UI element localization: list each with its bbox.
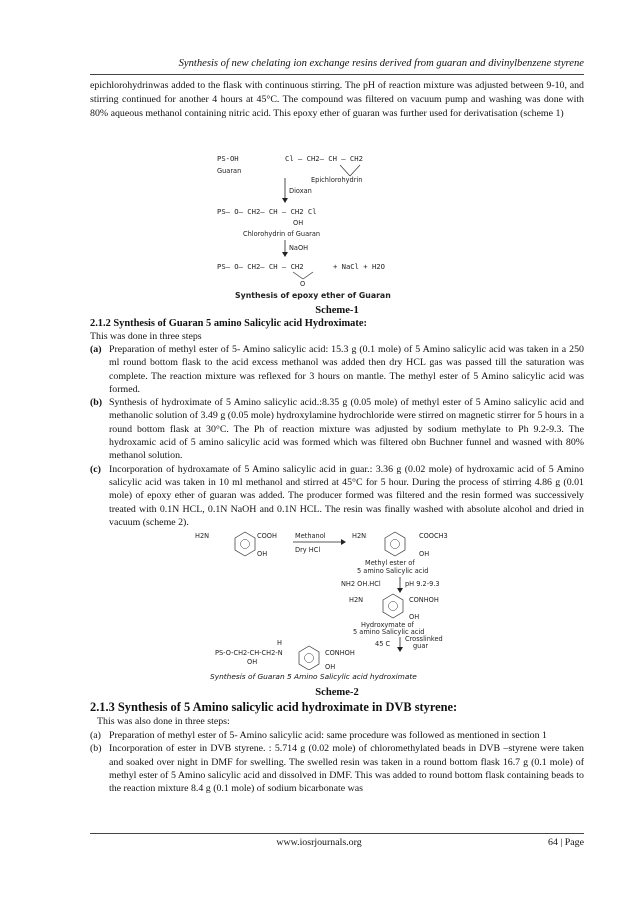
epoxy-ether-formula: PS— O— CH2— CH — CH2 (217, 262, 304, 271)
reagent-methanol: Methanol (295, 532, 326, 540)
benzene-ring-2 (385, 532, 405, 556)
list-item: (a) Preparation of methyl ester of 5- Amino salicylic acid: 15.3 g (0.1 mole) of 5 Amino salicylic acid was taken in a 250 ml round bottom flask to the acid excess methanol was added then dry HCL gas was passed till the saturation was complete. The reaction mixture was reflexed for 3 hours on mantle. The methyl ester of 5 Amino salicylic acid was formed. (90, 344, 584, 395)
reagent-ph: pH 9.2-9.3 (405, 580, 440, 588)
temperature-label: 45 C (375, 640, 391, 648)
scheme-2-figure (195, 528, 475, 670)
list-item: (c) Incorporation of hydroxamate of 5 Amino salicylic acid in guar.: 3.36 g (0.02 mole) of hydroxamic acid of 5 Amino salicylic acid was taken in 10 ml methanol and stirred at 45°C for 5 hour. During the process of stirring 4.86 g (0.01 mole) of epoxy ether of guaran was added. The producer formed was filtered and the resin formed was successively treated with 0.1N HCL, 0.1N NaOH and 0.1N HCL. The resin was finally washed with absolute alcohol and dried in vacuum (scheme 2). (90, 463, 584, 528)
reagent-dioxan: Dioxan (289, 187, 312, 195)
epoxy-oxygen: O (300, 280, 306, 288)
product-hydroxamate-label: CONHOH (325, 649, 355, 657)
scheme-2-title: Synthesis of Guaran 5 Amino Salicylic acid hydroximate (210, 672, 417, 681)
nh-hydrogen: H (277, 639, 282, 647)
page-number: 64 | Page (548, 837, 584, 848)
list-item: (b) Synthesis of hydroximate of 5 Amino salicylic acid.:8.35 g (0.05 mole) of methyl ester of 5 Amino salicylic acid and methanolic solution of 3.49 g (0.05 mole) hydroxylamine hydrochloride were stirred on magnetic stirrer for 5 hours in a round bottom flask at 30°C. The Ph of reaction mixture was adjusted by sodium methylate to Ph 9.2-9.3. The hydroxamic acid of 5 amino salicylic acid was formed which was filtered obn Buchner funnel and wasned with 80% methanol solution. (90, 397, 584, 462)
hydroxymate-name-line2: 5 amino Salicylic acid (353, 628, 425, 636)
benzene-ring-1 (235, 532, 255, 556)
guar-label: guar (413, 642, 429, 650)
amine-label: H2N (349, 596, 364, 604)
section-2-1-3-list (90, 729, 584, 795)
chlorohydrin-oh: OH (293, 219, 304, 227)
chlorohydrin-formula: PS— O— CH2— CH — CH2 Cl (217, 207, 317, 216)
scheme-1-title: Synthesis of epoxy ether of Guaran (235, 291, 391, 300)
reagent-hydroxylamine: NH2 OH.HCl (341, 580, 381, 588)
reagent-naoh: NaOH (289, 244, 309, 252)
header-rule (90, 74, 584, 75)
ester-name-line1: Methyl ester of (365, 559, 415, 567)
amine-label: H2N (352, 532, 367, 540)
running-header: Synthesis of new chelating ion exchange resins derived from guaran and divinylbenzene styrene (178, 58, 584, 69)
footer-rule (90, 833, 584, 834)
crosslinked-label: Crosslinked (405, 635, 443, 643)
product-oh-label: OH (247, 658, 258, 666)
hydroxyl-label: OH (419, 550, 430, 558)
guaran-label: Guaran (217, 167, 242, 175)
chlorohydrin-label: Chlorohydrin of Guaran (243, 230, 321, 238)
product-chain-label: PS-O-CH2-CH-CH2-N (215, 649, 283, 657)
epichlorohydrin-formula: Cl — CH2— CH — CH2 (285, 154, 363, 163)
hydroxymate-name-line1: Hydroxymate of (361, 621, 414, 629)
footer-url: www.iosrjournals.org (276, 837, 362, 848)
hydroxyl-label: OH (257, 550, 268, 558)
list-item: (b) Incorporation of ester in DVB styrene. : 5.714 g (0.02 mole) of chloromethylated beads in DVB –styrene were taken and soaked over night in DMF for swelling. The swelled resin was taken in a round bottom flask 16.7 g (0.1 mole) of methyl ester of 5 Amino salicylic acid and dissolved in DMF. This was added to round bottom flask containing beads to the reaction mixture 8.4 g (0.1 mole) of sodium bicarbonate was (90, 743, 584, 795)
benzene-ring-4 (299, 646, 319, 670)
byproducts: + NaCl + H2O (333, 262, 385, 271)
scheme-1-figure (205, 148, 425, 300)
epichlorohydrin-label: Epichlorohydrin (311, 176, 363, 184)
carboxyl-label: COOH (257, 532, 277, 540)
section-2-1-2-list (90, 343, 584, 529)
benzene-ring-3 (383, 594, 403, 618)
hydroxyl-label: OH (325, 663, 336, 670)
section-2-1-3-heading: 2.1.3 Synthesis of 5 Amino salicylic acid hydroximate in DVB styrene: (90, 700, 458, 714)
hydroxamate-group-label: CONHOH (409, 596, 439, 604)
list-item: (a) Preparation of methyl ester of 5- Amino salicylic acid: same procedure was followed as mentioned in section 1 (90, 730, 547, 741)
scheme-1-caption: Scheme-1 (315, 305, 359, 316)
amine-label: H2N (195, 532, 210, 540)
ester-name-line2: 5 amino Salicylic acid (357, 567, 429, 575)
reagent-dry-hcl: Dry HCl (295, 546, 321, 554)
intro-paragraph: epichlorohydrinwas added to the flask with continuous stirring. The pH of reaction mixture was adjusted between 9-10, and stirring continued for another 4 hours at 45°C. The compound was filtered on vacuum pump and washing was done with 80% aqueous methanol containing nitric acid. This epoxy ether of guaran was further used for derivatisation (scheme 1) (90, 80, 584, 120)
section-2-1-3-intro: This was also done in three steps: (97, 716, 230, 727)
section-2-1-2-intro: This was done in three steps (90, 331, 202, 342)
section-2-1-2-heading: 2.1.2 Synthesis of Guaran 5 amino Salicylic acid Hydroximate: (90, 318, 367, 329)
scheme-2-caption: Scheme-2 (315, 687, 359, 698)
ester-group-label: COOCH3 (419, 532, 448, 540)
hydroxyl-label: OH (409, 613, 420, 621)
guaran-formula: PS-OH (217, 154, 239, 163)
